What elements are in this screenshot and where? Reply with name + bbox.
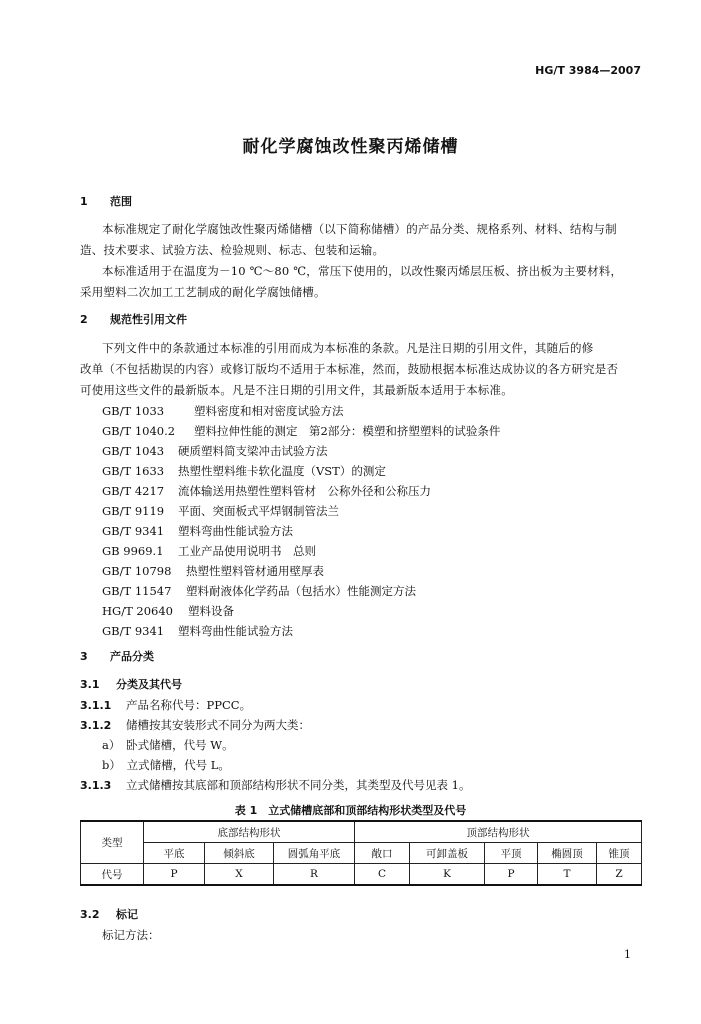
table-header-row <box>81 821 642 843</box>
type-code-table <box>80 820 642 886</box>
reference-item <box>102 444 328 458</box>
reference-code: GB/T 1033 <box>102 404 165 418</box>
page-number: 1 <box>624 948 631 961</box>
column-header: 敞口 <box>355 843 410 864</box>
reference-code: GB/T 10798 <box>102 564 172 578</box>
reference-item <box>102 404 344 418</box>
paragraph-line: 下列文件中的条款通过本标准的引用而成为本标准的条款。凡是注日期的引用文件，其随后的修 <box>102 341 594 355</box>
paragraph-line: 采用塑料二次加工工艺制成的耐化学腐蚀储槽。 <box>80 285 326 299</box>
reference-code: GB/T 4217 <box>102 484 165 498</box>
reference-code: GB 9969.1 <box>102 544 164 558</box>
clause-3-1-2 <box>80 718 310 733</box>
table-cell: K <box>410 864 485 886</box>
reference-title: 塑料密度和相对密度试验方法 <box>194 404 344 418</box>
reference-code: HG/T 20640 <box>102 604 173 618</box>
paragraph-line: 造、技术要求、试验方法、检验规则、标志、包装和运输。 <box>80 243 385 257</box>
reference-title: 塑料耐液体化学药品（包括水）性能测定方法 <box>186 584 416 598</box>
subsection-number: 3.1 <box>80 678 100 691</box>
column-header: 平顶 <box>485 843 538 864</box>
type-label-cell: 类型 <box>81 821 144 864</box>
reference-code: GB/T 1040.2 <box>102 424 176 438</box>
column-header: 可卸盖板 <box>410 843 485 864</box>
list-item-a: a） 卧式储槽，代号 W。 <box>102 738 234 752</box>
reference-code: GB/T 9341 <box>102 624 165 638</box>
reference-code: GB/T 9119 <box>102 504 165 518</box>
reference-title: 硬质塑料简支梁冲击试验方法 <box>178 444 328 458</box>
reference-item <box>102 424 500 438</box>
reference-code: GB/T 11547 <box>102 584 172 598</box>
reference-code: GB/T 1043 <box>102 444 165 458</box>
clause-3-1-1 <box>80 698 251 713</box>
reference-title: 塑料设备 <box>188 604 234 618</box>
document-title: 耐化学腐蚀改性聚丙烯储槽 <box>242 137 459 157</box>
clause-text: 产品名称代号：PPCC。 <box>126 698 252 712</box>
paragraph-line: 改单（不包括勘误的内容）或修订版均不适用于本标准，然而，鼓励根据本标准达成协议的各方研究是否 <box>80 362 619 376</box>
column-header: 平底 <box>144 843 205 864</box>
table-cell: C <box>355 864 410 886</box>
section-title: 规范性引用文件 <box>110 313 187 326</box>
section-title: 产品分类 <box>110 650 154 663</box>
section-3-heading <box>80 650 154 664</box>
clause-number: 3.1.1 <box>80 699 112 712</box>
table-cell: T <box>538 864 597 886</box>
clause-3-1-3 <box>80 778 470 793</box>
subsection-3-2-heading <box>80 908 138 922</box>
subsection-title: 分类及其代号 <box>116 678 182 691</box>
reference-code: GB/T 9341 <box>102 524 165 538</box>
section-1-heading <box>80 195 132 209</box>
paragraph-line: 本标准规定了耐化学腐蚀改性聚丙烯储槽（以下简称储槽）的产品分类、规格系列、材料、结构与制 <box>102 222 617 236</box>
table-subheader-row <box>81 843 642 864</box>
reference-code: GB/T 1633 <box>102 464 165 478</box>
subsection-3-1-heading <box>80 678 182 692</box>
reference-item <box>102 544 316 558</box>
section-number: 1 <box>80 195 88 208</box>
top-group-header: 顶部结构形状 <box>355 821 642 843</box>
reference-title: 流体输送用热塑性塑料管材 公称外径和公称压力 <box>178 484 431 498</box>
clause-text: 储槽按其安装形式不同分为两大类： <box>126 718 310 732</box>
column-header: 倾斜底 <box>205 843 274 864</box>
section-number: 2 <box>80 313 88 326</box>
column-header: 椭圆顶 <box>538 843 597 864</box>
reference-title: 热塑性塑料管材通用壁厚表 <box>186 564 324 578</box>
table-cell: Z <box>597 864 642 886</box>
table-row <box>81 864 642 886</box>
standard-code: HG/T 3984—2007 <box>535 64 641 77</box>
reference-item <box>102 584 416 598</box>
column-header: 圆弧角平底 <box>274 843 355 864</box>
reference-item <box>102 624 293 638</box>
reference-item <box>102 524 293 538</box>
subsection-number: 3.2 <box>80 908 100 921</box>
clause-number: 3.1.3 <box>80 779 112 792</box>
reference-title: 热塑性塑料维卡软化温度（VST）的测定 <box>178 464 386 478</box>
section-2-heading <box>80 313 187 327</box>
clause-text: 立式储槽按其底部和顶部结构形状不同分类，其类型及代号见表 1。 <box>126 778 471 792</box>
reference-title: 塑料弯曲性能试验方法 <box>178 624 293 638</box>
reference-item <box>102 564 324 578</box>
table-cell: R <box>274 864 355 886</box>
reference-title: 塑料拉伸性能的测定 第2部分：模塑和挤塑塑料的试验条件 <box>194 424 501 438</box>
section-number: 3 <box>80 650 88 663</box>
paragraph-line: 可使用这些文件的最新版本。凡是不注日期的引用文件，其最新版本适用于本标准。 <box>80 383 513 397</box>
reference-item <box>102 604 234 618</box>
reference-title: 塑料弯曲性能试验方法 <box>178 524 293 538</box>
list-item-b: b） 立式储槽，代号 L。 <box>102 758 230 772</box>
reference-item <box>102 464 386 478</box>
section-title: 范围 <box>110 195 132 208</box>
column-header: 锥顶 <box>597 843 642 864</box>
paragraph-line: 标记方法： <box>102 928 160 942</box>
code-label-cell: 代号 <box>81 864 144 886</box>
paragraph-line: 本标准适用于在温度为－10 ℃～80 ℃，常压下使用的，以改性聚丙烯层压板、挤出板为主要材料， <box>102 264 623 278</box>
reference-item <box>102 504 339 518</box>
table-cell: P <box>144 864 205 886</box>
table-cell: P <box>485 864 538 886</box>
reference-title: 工业产品使用说明书 总则 <box>178 544 316 558</box>
subsection-title: 标记 <box>116 908 138 921</box>
bottom-group-header: 底部结构形状 <box>144 821 355 843</box>
clause-number: 3.1.2 <box>80 719 112 732</box>
reference-title: 平面、突面板式平焊钢制管法兰 <box>178 504 339 518</box>
table-cell: X <box>205 864 274 886</box>
reference-item <box>102 484 431 498</box>
table-caption: 表 1 立式储槽底部和顶部结构形状类型及代号 <box>234 804 467 817</box>
